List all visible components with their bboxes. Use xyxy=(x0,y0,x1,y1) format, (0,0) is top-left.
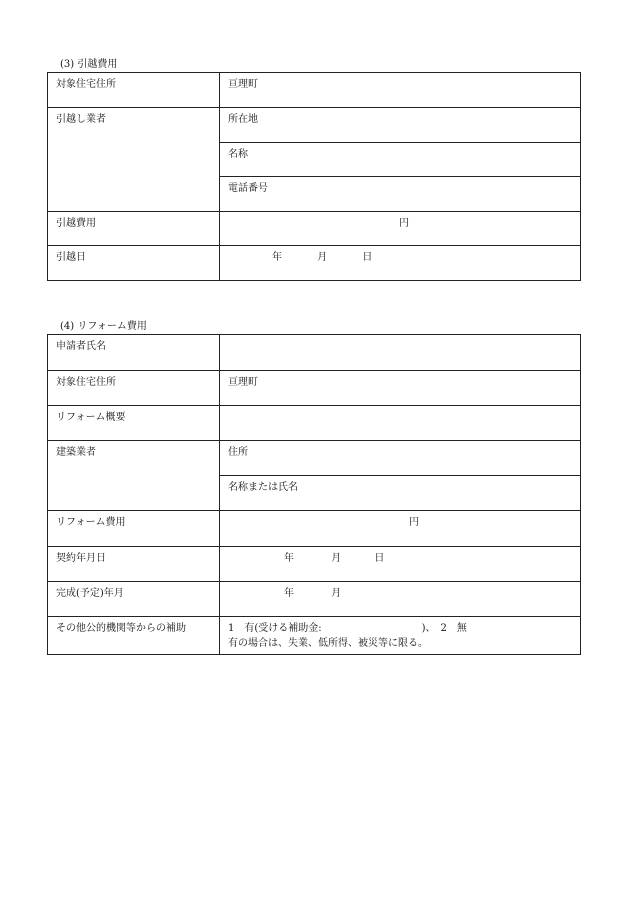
day-unit: 日 xyxy=(374,553,385,564)
table-row xyxy=(48,617,581,655)
mover-phone-field[interactable]: 電話番号 xyxy=(220,177,581,212)
address-label: 対象住宅住所 xyxy=(48,371,220,406)
applicant-label: 申請者氏名 xyxy=(48,335,220,371)
builder-label: 建築業者 xyxy=(48,441,220,511)
month-unit: 月 xyxy=(331,553,342,564)
reform-cost-table xyxy=(47,334,581,655)
table-row xyxy=(48,371,581,406)
table-row xyxy=(48,582,581,617)
contract-date-label: 契約年月日 xyxy=(48,547,220,582)
moving-date-label: 引越日 xyxy=(48,246,220,281)
subsidy-note: 有の場合は、失業、低所得、被災等に限る。 xyxy=(228,638,428,649)
yen-unit: 円 xyxy=(409,517,419,528)
moving-cost-label: 引越費用 xyxy=(48,212,220,246)
yen-unit: 円 xyxy=(399,218,409,229)
reform-summary-label: リフォーム概要 xyxy=(48,406,220,441)
address-field[interactable]: 亘理町 xyxy=(220,73,581,108)
table-row xyxy=(48,108,581,143)
table-row xyxy=(48,511,581,547)
table-row xyxy=(48,246,581,281)
mover-location-field[interactable]: 所在地 xyxy=(220,108,581,143)
mover-name-field[interactable]: 名称 xyxy=(220,143,581,177)
reform-summary-field[interactable] xyxy=(220,406,581,441)
year-unit: 年 xyxy=(284,588,294,599)
builder-name-field[interactable]: 名称または氏名 xyxy=(220,476,581,511)
moving-cost-field[interactable] xyxy=(220,212,581,246)
builder-address-field[interactable]: 住所 xyxy=(220,441,581,476)
table-row xyxy=(48,73,581,108)
reform-cost-label: リフォーム費用 xyxy=(48,511,220,547)
table-row xyxy=(48,441,581,476)
reform-cost-field[interactable] xyxy=(220,511,581,547)
section-3-title: (3) 引越費用 xyxy=(60,59,118,70)
table-row xyxy=(48,406,581,441)
moving-date-field[interactable] xyxy=(220,246,581,281)
applicant-field[interactable] xyxy=(220,335,581,371)
moving-cost-table xyxy=(47,72,581,281)
subsidy-choice-text: 1 有(受ける補助金: )、 2 無 xyxy=(228,623,467,634)
other-subsidy-label: その他公的機関等からの補助 xyxy=(48,617,220,655)
contract-date-field[interactable] xyxy=(220,547,581,582)
table-row xyxy=(48,335,581,371)
mover-label: 引越し業者 xyxy=(48,108,220,212)
day-unit: 日 xyxy=(362,252,373,263)
completion-date-label: 完成(予定)年月 xyxy=(48,582,220,617)
month-unit: 月 xyxy=(317,252,328,263)
section-4-title: (4) リフォーム費用 xyxy=(60,321,147,332)
month-unit: 月 xyxy=(331,588,342,599)
table-row xyxy=(48,547,581,582)
year-unit: 年 xyxy=(272,252,282,263)
address-label: 対象住宅住所 xyxy=(48,73,220,108)
table-row xyxy=(48,212,581,246)
year-unit: 年 xyxy=(284,553,294,564)
completion-date-field[interactable] xyxy=(220,582,581,617)
other-subsidy-field[interactable] xyxy=(220,617,581,655)
address-field[interactable]: 亘理町 xyxy=(220,371,581,406)
